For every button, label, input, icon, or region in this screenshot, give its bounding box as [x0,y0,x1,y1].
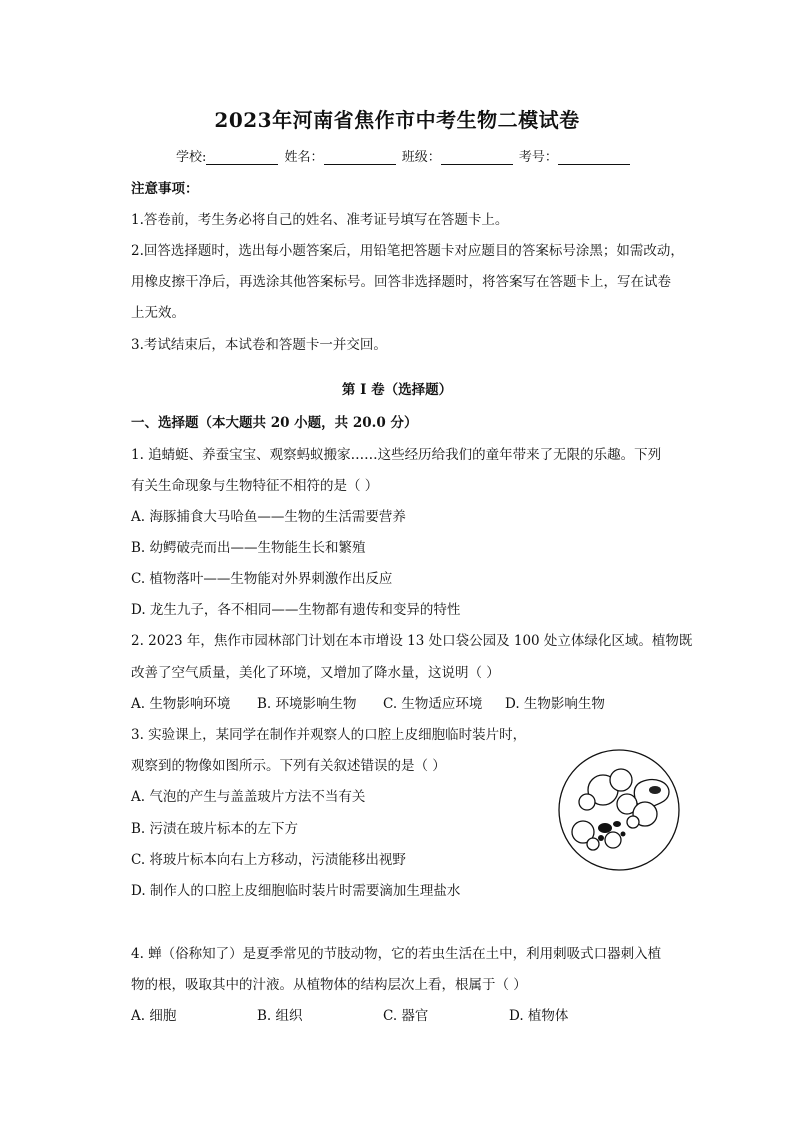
q3-stem-line-2: 观察到的物像如图所示。下列有关叙述错误的是（ ） [131,758,446,774]
q4-option-a: A. 细胞 [131,1008,177,1024]
q4-option-b: B. 组织 [257,1008,303,1024]
stain-spot [621,832,626,837]
q2-option-a: A. 生物影响环境 [131,696,231,712]
exam-number-blank[interactable] [558,150,630,165]
q2-option-d: D. 生物影响生物 [505,696,605,712]
q4-option-d: D. 植物体 [509,1008,569,1024]
microscope-view-figure [557,748,681,872]
q4-stem-line-2: 物的根，吸取其中的汁液。从植物体的结构层次上看，根属于（ ） [131,977,527,993]
q4-options [131,1004,568,1024]
q3-option-c: C. 将玻片标本向右上方移动，污渍能移出视野 [131,852,406,868]
q1-option-a: A. 海豚捕食大马哈鱼——生物的生活需要营养 [131,509,406,525]
stain-spot [613,821,621,827]
q2-option-b: B. 环境影响生物 [257,696,357,712]
class-label: 班级： [401,150,441,165]
q1-stem-line-1: 1. 追蜻蜓、养蚕宝宝、观察蚂蚁搬家……这些经历给我们的童年带来了无限的乐趣。下列 [131,447,662,463]
stain-spot [598,835,604,841]
class-blank[interactable] [441,150,513,165]
notice-line-3: 用橡皮擦干净后，再选涂其他答案标号。回答非选择题时，将答案写在答题卡上，写在试卷 [131,274,671,290]
q3-option-d: D. 制作人的口腔上皮细胞临时装片时需要滴加生理盐水 [131,883,461,899]
q3-option-b: B. 污渍在玻片标本的左下方 [131,821,299,837]
q4-stem-line-1: 4. 蝉（俗称知了）是夏季常见的节肢动物，它的若虫生活在土中，利用刺吸式口器刺入植 [131,946,662,962]
cell-nucleus [649,786,661,794]
q2-stem-line-1: 2. 2023 年，焦作市园林部门计划在本市增设 13 处口袋公园及 100 处立体绿化区域。植物既 [131,633,693,649]
name-label: 姓名： [284,150,324,165]
air-bubble [579,794,595,810]
q1-option-b: B. 幼鳄破壳而出——生物能生长和繁殖 [131,540,366,556]
student-info-row [176,146,632,165]
exam-title: 2023年河南省焦作市中考生物二模试卷 [214,108,580,132]
name-blank[interactable] [324,150,396,165]
notice-line-5: 3.考试结束后，本试卷和答题卡一并交回。 [131,337,387,353]
q1-stem-line-2: 有关生命现象与生物特征不相符的是（ ） [131,478,379,494]
exam-number-label: 考号： [518,150,558,165]
notice-line-1: 1.答卷前，考生务必将自己的姓名、准考证号填写在答题卡上。 [131,212,509,228]
q4-option-c: C. 器官 [383,1008,429,1024]
q2-stem-line-2: 改善了空气质量，美化了环境，又增加了降水量，这说明（ ） [131,665,500,681]
section-title: 一、选择题（本大题共 20 小题，共 20.0 分） [131,415,418,431]
q1-option-c: C. 植物落叶——生物能对外界刺激作出反应 [131,571,393,587]
notice-heading: 注意事项： [131,181,199,197]
stain-spot [598,823,612,833]
school-label: 学校: [176,150,207,165]
q3-stem-line-1: 3. 实验课上，某同学在制作并观察人的口腔上皮细胞临时装片时， [131,727,527,743]
air-bubble [610,769,632,791]
school-blank[interactable] [206,150,278,165]
q2-options [131,692,605,712]
notice-line-4: 上无效。 [131,305,185,321]
q3-option-a: A. 气泡的产生与盖盖玻片方法不当有关 [131,789,366,805]
air-bubble [587,838,599,850]
q2-option-c: C. 生物适应环境 [383,696,483,712]
air-bubble [627,816,639,828]
air-bubble [605,832,621,848]
part-title: 第 I 卷（选择题） [341,382,453,398]
notice-line-2: 2.回答选择题时，选出每小题答案后，用铅笔把答题卡对应题目的答案标号涂黑；如需改动， [131,243,684,259]
q1-option-d: D. 龙生九子，各不相同——生物都有遗传和变异的特性 [131,602,461,618]
